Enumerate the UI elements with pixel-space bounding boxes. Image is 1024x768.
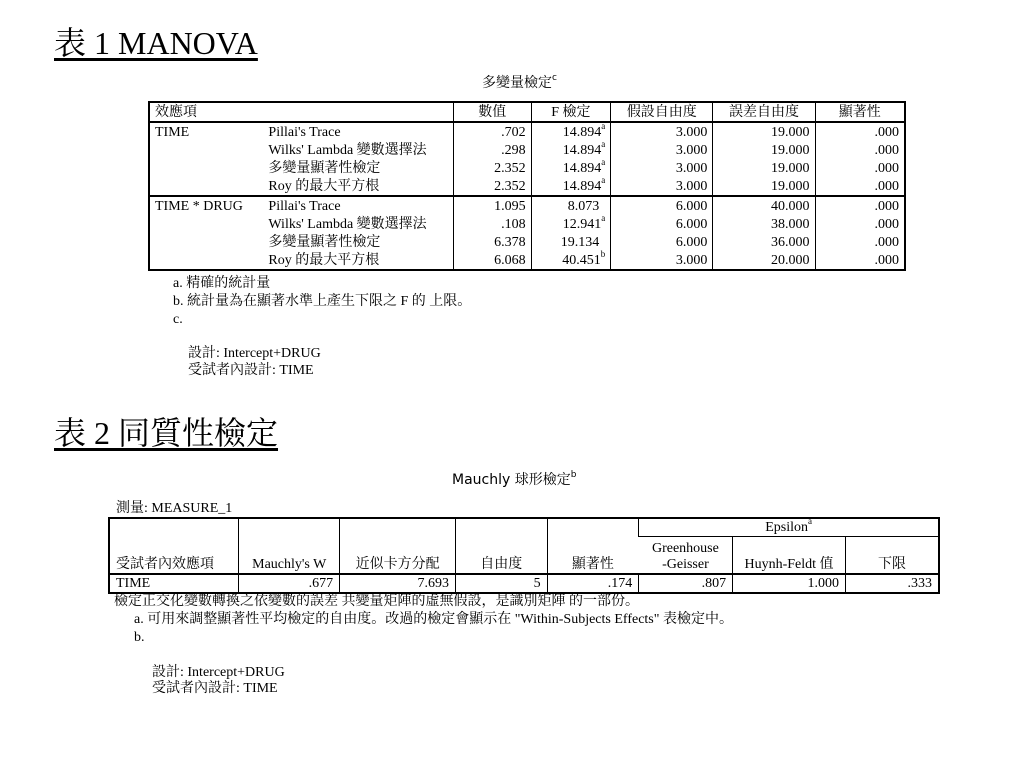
cell-value: .298: [453, 141, 531, 159]
header-error-df: 誤差自由度: [713, 102, 815, 122]
table2-footnotes: [114, 593, 733, 697]
header-within-effect: 受試者內效應項: [116, 557, 214, 572]
table1-header-row: [149, 102, 905, 122]
table-row: [149, 251, 905, 270]
cell-effect: [149, 177, 263, 196]
cell-huynh-feldt: 1.000: [733, 574, 846, 593]
design-note: [173, 345, 471, 379]
f-value: 19.134: [560, 234, 600, 250]
cell-value: 6.378: [453, 233, 531, 251]
cell-test: Wilks' Lambda 變數選擇法: [268, 142, 427, 158]
cell-greenhouse-geisser: .807: [639, 574, 733, 593]
cell-f: [531, 233, 611, 251]
cell-test: Wilks' Lambda 變數選擇法: [268, 216, 427, 232]
table2-caption: [452, 469, 576, 489]
cell-value: 2.352: [453, 177, 531, 196]
f-footnote-mark: a: [601, 120, 606, 131]
cell-hypothesis-df: 3.000: [611, 159, 713, 177]
table-row: [149, 141, 905, 159]
cell-value: .108: [453, 215, 531, 233]
header-f: F 檢定: [531, 102, 611, 122]
cell-effect: TIME * DRUG: [149, 196, 263, 215]
f-value: 14.894: [562, 124, 602, 140]
f-footnote-mark: a: [601, 138, 606, 149]
cell-mauchly-w: .677: [239, 574, 340, 593]
cell-hypothesis-df: 3.000: [611, 177, 713, 196]
footnote-b: b. 統計量為在顯著水準上產生下限之 F 的 上限。: [173, 294, 472, 309]
cell-effect: [149, 215, 263, 233]
header-df: 自由度: [455, 518, 547, 574]
f-value: 14.894: [562, 178, 602, 194]
cell-hypothesis-df: 3.000: [611, 141, 713, 159]
table1-caption-footnote-mark: c: [552, 73, 557, 84]
header-sig: 顯著性: [815, 102, 905, 122]
cell-error-df: 19.000: [713, 141, 815, 159]
design-note: [114, 665, 733, 697]
cell-sig: .000: [815, 141, 905, 159]
gg-line-2: -Geisser: [662, 557, 709, 572]
footnote-a: a. 可用來調整顯著性平均檢定的自由度。改過的檢定會顯示在 "Within-Subjects Effects" 表檢定中。: [134, 612, 733, 627]
header-hypothesis-df: 假設自由度: [611, 102, 713, 122]
cell-sig: .000: [815, 122, 905, 141]
cell-sig: .000: [815, 159, 905, 177]
cell-error-df: 19.000: [713, 177, 815, 196]
design-line: 設計: Intercept+DRUG: [188, 346, 321, 361]
table-row: [149, 215, 905, 233]
cell-f: [531, 156, 611, 177]
table1-body: [149, 122, 905, 270]
table2-caption-footnote-mark: b: [570, 470, 577, 481]
table1-caption-text: 多變量檢定: [482, 75, 552, 91]
cell-effect: [149, 233, 263, 251]
within-design-line: 受試者內設計: TIME: [188, 363, 314, 378]
cell-test: Pillai's Trace: [268, 124, 341, 140]
f-footnote-mark: a: [601, 174, 606, 185]
cell-effect: [149, 141, 263, 159]
f-footnote-mark: b: [600, 248, 606, 259]
cell-error-df: 40.000: [713, 196, 815, 215]
cell-df: 5: [455, 574, 547, 593]
cell-value: 2.352: [453, 159, 531, 177]
within-design-line: 受試者內設計: TIME: [152, 681, 278, 696]
epsilon-footnote-mark: a: [808, 516, 812, 527]
cell-sig: .174: [547, 574, 639, 593]
cell-effect: TIME: [155, 124, 190, 140]
cell-error-df: 19.000: [713, 122, 815, 141]
footnote-c: c.: [173, 312, 183, 327]
cell-test: Pillai's Trace: [263, 196, 453, 215]
header-sig: 顯著性: [547, 518, 639, 574]
table-row: [149, 177, 905, 196]
cell-test: Roy 的最大平方根: [268, 178, 380, 194]
f-value: 40.451: [562, 252, 601, 268]
header-epsilon: [639, 518, 939, 537]
design-line: 設計: Intercept+DRUG: [152, 665, 285, 680]
cell-hypothesis-df: 6.000: [611, 215, 713, 233]
cell-f: [531, 248, 611, 270]
f-value: 8.073: [567, 198, 600, 214]
cell-error-df: 36.000: [713, 233, 815, 251]
cell-sig: .000: [815, 177, 905, 196]
cell-test: 多變量顯著性檢定: [268, 160, 381, 176]
cell-value: .702: [453, 122, 531, 141]
cell-test: 多變量顯著性檢定: [268, 234, 381, 250]
cell-hypothesis-df: 3.000: [611, 122, 713, 141]
multivariate-tests-table: [148, 101, 906, 271]
epsilon-label: Epsilon: [765, 520, 808, 535]
f-value: 12.941: [562, 216, 602, 232]
section-title-manova: 表 1 MANOVA: [54, 25, 258, 61]
header-lower-bound: 下限: [845, 537, 939, 575]
cell-f: [531, 212, 611, 233]
table1-caption: [482, 72, 557, 92]
table-row: [149, 122, 905, 141]
cell-effect: [149, 159, 263, 177]
cell-sig: .000: [815, 251, 905, 270]
table-row: [149, 233, 905, 251]
cell-effect: TIME: [109, 574, 239, 593]
table-row: [149, 196, 905, 215]
header-approx-chi-square: 近似卡方分配: [340, 518, 456, 574]
cell-f: [531, 138, 611, 159]
f-value: 14.894: [562, 160, 602, 176]
table1-footnotes: [173, 275, 471, 379]
cell-value: 6.068: [453, 251, 531, 270]
footnote-main: 檢定正交化變數轉換之依變數的誤差 共變量矩陣的虛無假設，是識別矩陣 的一部份。: [114, 594, 639, 609]
cell-sig: .000: [815, 215, 905, 233]
cell-f: [531, 174, 611, 196]
mauchly-sphericity-table: [108, 517, 940, 594]
cell-error-df: 20.000: [713, 251, 815, 270]
section-title-homogeneity: 表 2 同質性檢定: [54, 415, 279, 451]
cell-test: Roy 的最大平方根: [268, 252, 380, 268]
header-mauchly-w: Mauchly's W: [239, 518, 340, 574]
cell-lower-bound: .333: [845, 574, 939, 593]
cell-sig: .000: [815, 233, 905, 251]
cell-effect: [149, 251, 263, 270]
table-row: [109, 574, 939, 593]
f-value: 14.894: [562, 142, 602, 158]
cell-sig: .000: [815, 196, 905, 215]
footnote-b: b.: [134, 630, 145, 645]
header-greenhouse-geisser: [639, 537, 733, 575]
cell-error-df: 19.000: [713, 159, 815, 177]
header-effect: 效應項: [149, 102, 453, 122]
cell-f: [531, 196, 611, 215]
cell-hypothesis-df: 6.000: [611, 233, 713, 251]
table-row: [149, 159, 905, 177]
cell-f: [531, 122, 611, 141]
footnote-a: a. 精確的統計量: [173, 276, 271, 291]
table2-caption-text: Mauchly 球形檢定: [452, 472, 571, 488]
cell-hypothesis-df: 3.000: [611, 251, 713, 270]
f-footnote-mark: a: [601, 156, 606, 167]
table2-header-row-1: [109, 518, 939, 537]
cell-chi-square: 7.693: [340, 574, 456, 593]
measure-label: 測量: MEASURE_1: [116, 501, 233, 516]
gg-line-1: Greenhouse: [651, 541, 719, 556]
header-value: 數值: [453, 102, 531, 122]
cell-value: 1.095: [453, 196, 531, 215]
cell-error-df: 38.000: [713, 215, 815, 233]
f-footnote-mark: a: [601, 212, 606, 223]
cell-hypothesis-df: 6.000: [611, 196, 713, 215]
header-huynh-feldt: Huynh-Feldt 值: [733, 537, 846, 575]
